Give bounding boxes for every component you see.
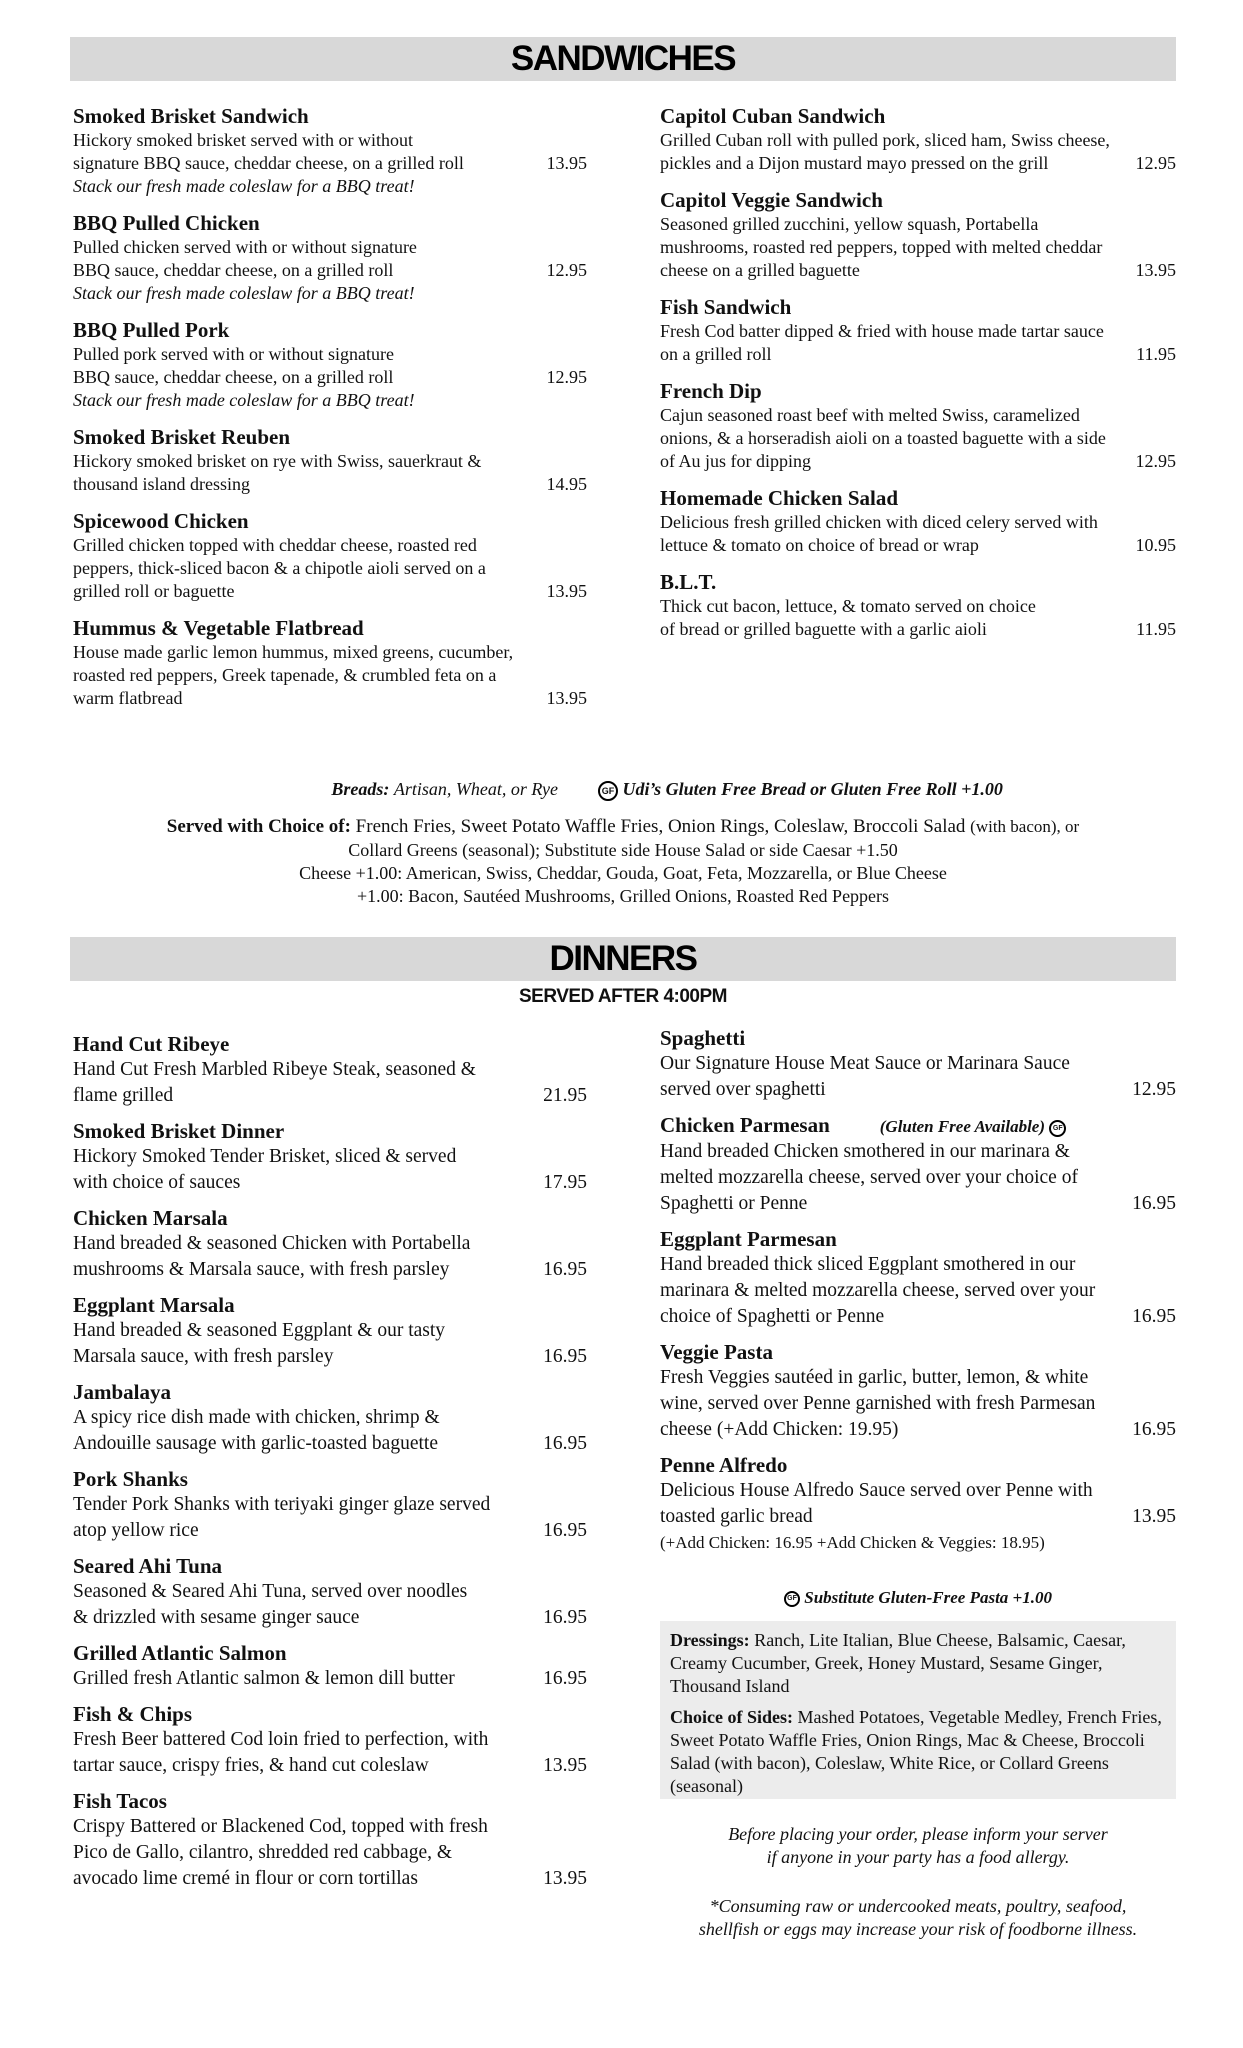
item-description bbox=[660, 1139, 1176, 1217]
item-description-line: Hand breaded thick sliced Eggplant smothered in our bbox=[660, 1254, 1076, 1275]
menu-item bbox=[73, 1702, 587, 1779]
item-price: 16.95 bbox=[543, 1259, 587, 1280]
cheese-addon-line: Cheese +1.00: American, Swiss, Cheddar, Gouda, Goat, Feta, Mozzarella, or Blue Cheese bbox=[299, 863, 947, 883]
item-description-line: Grilled fresh Atlantic salmon & lemon dill butter bbox=[73, 1668, 455, 1689]
item-description-line: signature BBQ sauce, cheddar cheese, on a grilled roll bbox=[73, 153, 464, 173]
item-price: 16.95 bbox=[543, 1433, 587, 1454]
item-price: 12.95 bbox=[546, 367, 587, 387]
item-add-on: (+Add Chicken: 16.95 +Add Chicken & Veggies: 18.95) bbox=[660, 1533, 1045, 1552]
menu-item bbox=[73, 509, 587, 603]
menu-item bbox=[73, 1293, 587, 1370]
item-name: Grilled Atlantic Salmon bbox=[73, 1641, 287, 1665]
item-price: 10.95 bbox=[1135, 535, 1176, 555]
item-description-line: cheese (+Add Chicken: 19.95) bbox=[660, 1419, 899, 1440]
sides-list bbox=[670, 1706, 1166, 1798]
item-description-line: toasted garlic bread bbox=[660, 1506, 813, 1527]
served-with-value: French Fries, Sweet Potato Waffle Fries, Onion Rings, Coleslaw, Broccoli Salad bbox=[355, 816, 966, 837]
item-description-line: served over spaghetti bbox=[660, 1079, 826, 1100]
allergy-notice bbox=[660, 1823, 1176, 1869]
menu-item bbox=[660, 1453, 1176, 1556]
item-description bbox=[73, 1057, 587, 1109]
item-name: Spicewood Chicken bbox=[73, 509, 249, 533]
item-name: Smoked Brisket Reuben bbox=[73, 425, 291, 449]
menu-item bbox=[660, 570, 1176, 641]
item-price: 12.95 bbox=[1135, 451, 1176, 471]
item-description-line: House made garlic lemon hummus, mixed greens, cucumber, bbox=[73, 642, 514, 662]
item-description bbox=[73, 534, 587, 603]
dressings-sides-box bbox=[660, 1621, 1176, 1799]
item-name: Chicken Marsala bbox=[73, 1206, 228, 1230]
item-description-line: roasted red peppers, Greek tapenade, & crumbled feta on a bbox=[73, 665, 497, 685]
item-description-line: Hickory Smoked Tender Brisket, sliced & served bbox=[73, 1146, 457, 1167]
item-description-line: Grilled Cuban roll with pulled pork, sliced ham, Swiss cheese, bbox=[660, 130, 1110, 150]
menu-item bbox=[660, 486, 1176, 557]
item-description-line: marinara & melted mozzarella cheese, served over your bbox=[660, 1280, 1096, 1301]
item-description bbox=[660, 1051, 1176, 1103]
menu-item bbox=[660, 188, 1176, 282]
item-price: 16.95 bbox=[1132, 1193, 1176, 1214]
served-with-line bbox=[70, 815, 1176, 838]
item-description-line: Delicious House Alfredo Sauce served over Penne with bbox=[660, 1480, 1093, 1501]
sides-label: Choice of Sides: bbox=[670, 1707, 793, 1727]
gf-bread-option: Udi’s Gluten Free Bread or Gluten Free Roll +1.00 bbox=[622, 779, 1003, 799]
sandwiches-left-column bbox=[73, 104, 587, 723]
served-with-label: Served with Choice of: bbox=[166, 816, 351, 837]
gluten-free-icon: GF bbox=[784, 1591, 800, 1607]
item-name: BBQ Pulled Pork bbox=[73, 318, 230, 342]
item-description bbox=[73, 1318, 587, 1370]
item-price: 13.95 bbox=[1132, 1506, 1176, 1527]
breads-line bbox=[70, 778, 1176, 801]
item-description-line: pickles and a Dijon mustard mayo pressed on the grill bbox=[660, 153, 1049, 173]
item-description-line: Fresh Veggies sautéed in garlic, butter, lemon, & white bbox=[660, 1367, 1089, 1388]
item-price: 16.95 bbox=[543, 1520, 587, 1541]
menu-item bbox=[73, 1032, 587, 1109]
gf-pasta-line bbox=[660, 1586, 1176, 1609]
item-price: 13.95 bbox=[1135, 260, 1176, 280]
breads-value: Artisan, Wheat, or Rye bbox=[393, 779, 558, 799]
item-description bbox=[73, 641, 587, 710]
gluten-free-available-tag: (Gluten Free Available) GF bbox=[880, 1114, 1067, 1139]
raw-warning-line-1: *Consuming raw or undercooked meats, poultry, seafood, bbox=[709, 1896, 1127, 1916]
item-name: Eggplant Marsala bbox=[73, 1293, 235, 1317]
menu-item bbox=[73, 1119, 587, 1196]
dinners-left-column bbox=[73, 1032, 587, 1902]
topping-addon-line: +1.00: Bacon, Sautéed Mushrooms, Grilled Onions, Roasted Red Peppers bbox=[356, 886, 890, 906]
item-note: Stack our fresh made coleslaw for a BBQ treat! bbox=[73, 390, 415, 410]
allergy-line-2: if anyone in your party has a food allergy. bbox=[766, 1847, 1070, 1867]
item-description-line: of bread or grilled baguette with a garlic aioli bbox=[660, 619, 987, 639]
item-price: 12.95 bbox=[546, 260, 587, 280]
item-description-line: Delicious fresh grilled chicken with diced celery served with bbox=[660, 512, 1098, 532]
item-description-line: Spaghetti or Penne bbox=[660, 1193, 808, 1214]
item-description-line: mushrooms, roasted red peppers, topped with melted cheddar bbox=[660, 237, 1103, 257]
item-description-line: A spicy rice dish made with chicken, shrimp & bbox=[73, 1407, 440, 1428]
item-description bbox=[73, 236, 587, 305]
menu-item bbox=[73, 318, 587, 412]
item-name: BBQ Pulled Chicken bbox=[73, 211, 260, 235]
item-description-line: Hickory smoked brisket on rye with Swiss, sauerkraut & bbox=[73, 451, 482, 471]
item-description-line: Fresh Cod batter dipped & fried with house made tartar sauce bbox=[660, 321, 1104, 341]
menu-item bbox=[660, 295, 1176, 366]
item-name: Fish & Chips bbox=[73, 1702, 193, 1726]
menu-item bbox=[660, 1340, 1176, 1443]
item-name: Eggplant Parmesan bbox=[660, 1227, 837, 1251]
item-price: 13.95 bbox=[543, 1868, 587, 1889]
item-description-line: Pico de Gallo, cilantro, shredded red cabbage, & bbox=[73, 1842, 453, 1863]
item-price: 17.95 bbox=[543, 1172, 587, 1193]
item-name: Capitol Veggie Sandwich bbox=[660, 188, 883, 212]
item-description-line: BBQ sauce, cheddar cheese, on a grilled roll bbox=[73, 367, 394, 387]
item-description-line: choice of Spaghetti or Penne bbox=[660, 1306, 885, 1327]
gluten-free-icon: GF bbox=[1049, 1120, 1066, 1137]
item-description bbox=[660, 595, 1176, 641]
item-name: Hummus & Vegetable Flatbread bbox=[73, 616, 364, 640]
item-name: B.L.T. bbox=[660, 570, 717, 594]
item-price: 12.95 bbox=[1132, 1079, 1176, 1100]
item-description-line: Hand breaded & seasoned Chicken with Portabella bbox=[73, 1233, 471, 1254]
item-description-line: grilled roll or baguette bbox=[73, 581, 235, 601]
menu-item bbox=[660, 104, 1176, 175]
item-name: Penne Alfredo bbox=[660, 1453, 788, 1477]
item-description bbox=[73, 1492, 587, 1544]
dressings-list bbox=[670, 1629, 1166, 1698]
item-name: Veggie Pasta bbox=[660, 1340, 773, 1364]
menu-item bbox=[73, 104, 587, 198]
sandwiches-heading: SANDWICHES bbox=[70, 37, 1176, 81]
item-description bbox=[660, 129, 1176, 175]
menu-item bbox=[660, 379, 1176, 473]
item-price: 16.95 bbox=[1132, 1306, 1176, 1327]
served-with-bacon: (with bacon), or bbox=[970, 817, 1080, 836]
item-description-line: Andouille sausage with garlic-toasted baguette bbox=[73, 1433, 438, 1454]
item-description bbox=[73, 1231, 587, 1283]
item-description-line: Our Signature House Meat Sauce or Marinara Sauce bbox=[660, 1053, 1070, 1074]
item-description-line: warm flatbread bbox=[73, 688, 183, 708]
item-description-line: Hand Cut Fresh Marbled Ribeye Steak, seasoned & bbox=[73, 1059, 476, 1080]
item-description bbox=[73, 1814, 587, 1892]
menu-item bbox=[73, 1554, 587, 1631]
raw-food-warning bbox=[660, 1895, 1176, 1941]
item-name: Hand Cut Ribeye bbox=[73, 1032, 230, 1056]
item-description-line: Fresh Beer battered Cod loin fried to perfection, with bbox=[73, 1729, 489, 1750]
item-description-line: thousand island dressing bbox=[73, 474, 250, 494]
menu-item bbox=[73, 211, 587, 305]
item-description-line: Crispy Battered or Blackened Cod, topped with fresh bbox=[73, 1816, 488, 1837]
item-description-line: peppers, thick-sliced bacon & a chipotle aioli served on a bbox=[73, 558, 486, 578]
item-price: 21.95 bbox=[543, 1085, 587, 1106]
item-description bbox=[660, 320, 1176, 366]
item-description-line: tartar sauce, crispy fries, & hand cut coleslaw bbox=[73, 1755, 429, 1776]
item-description bbox=[73, 450, 587, 496]
item-description-line: with choice of sauces bbox=[73, 1172, 241, 1193]
item-description bbox=[73, 1727, 587, 1779]
menu-item bbox=[73, 1641, 587, 1692]
item-description bbox=[73, 1666, 587, 1692]
raw-warning-line-2: shellfish or eggs may increase your risk of foodborne illness. bbox=[698, 1919, 1138, 1939]
item-name: Capitol Cuban Sandwich bbox=[660, 104, 886, 128]
menu-item bbox=[73, 1467, 587, 1544]
menu-item bbox=[660, 1026, 1176, 1103]
sandwiches-right-column bbox=[660, 104, 1176, 654]
item-description-line: Cajun seasoned roast beef with melted Swiss, caramelized bbox=[660, 405, 1080, 425]
item-description-line: Hand breaded Chicken smothered in our marinara & bbox=[660, 1141, 1070, 1162]
item-price: 13.95 bbox=[546, 153, 587, 173]
menu-item bbox=[73, 1206, 587, 1283]
item-description-line: mushrooms & Marsala sauce, with fresh parsley bbox=[73, 1259, 450, 1280]
sides-value: Mashed Potatoes, Vegetable Medley, French Fries, Sweet Potato Waffle Fries, Onion Rings, Mac & Cheese, Broccoli Salad (with bacon), Coleslaw, White Rice, or Collard Greens (seasonal) bbox=[670, 1707, 1162, 1796]
dinners-heading: DINNERS bbox=[70, 937, 1176, 981]
item-description bbox=[660, 404, 1176, 473]
item-description-line: of Au jus for dipping bbox=[660, 451, 811, 471]
item-description-line: melted mozzarella cheese, served over your choice of bbox=[660, 1167, 1078, 1188]
breads-label: Breads: bbox=[331, 779, 390, 799]
item-name: Spaghetti bbox=[660, 1026, 746, 1050]
item-description-line: Pulled chicken served with or without signature bbox=[73, 237, 417, 257]
item-description-line: Tender Pork Shanks with teriyaki ginger glaze served bbox=[73, 1494, 491, 1515]
dressings-label: Dressings: bbox=[670, 1630, 750, 1650]
item-name: Pork Shanks bbox=[73, 1467, 188, 1491]
item-description-line: Marsala sauce, with fresh parsley bbox=[73, 1346, 334, 1367]
item-description bbox=[73, 1579, 587, 1631]
item-price: 16.95 bbox=[1132, 1419, 1176, 1440]
gf-pasta-option: Substitute Gluten-Free Pasta +1.00 bbox=[804, 1588, 1052, 1607]
item-description-line: flame grilled bbox=[73, 1085, 174, 1106]
item-price: 13.95 bbox=[546, 688, 587, 708]
item-description bbox=[660, 511, 1176, 557]
item-description bbox=[73, 129, 587, 198]
item-description-line: avocado lime cremé in flour or corn tortillas bbox=[73, 1868, 418, 1889]
item-description-line: Thick cut bacon, lettuce, & tomato served on choice bbox=[660, 596, 1036, 616]
dinners-subheading: SERVED AFTER 4:00PM bbox=[519, 986, 727, 1007]
menu-item bbox=[660, 1227, 1176, 1330]
item-price: 16.95 bbox=[543, 1607, 587, 1628]
item-description-line: on a grilled roll bbox=[660, 344, 772, 364]
item-description-line: Seasoned grilled zucchini, yellow squash, Portabella bbox=[660, 214, 1039, 234]
menu-item bbox=[73, 425, 587, 496]
item-description-line: Pulled pork served with or without signature bbox=[73, 344, 394, 364]
item-description bbox=[73, 1405, 587, 1457]
item-description-line: Grilled chicken topped with cheddar cheese, roasted red bbox=[73, 535, 477, 555]
item-price: 13.95 bbox=[543, 1755, 587, 1776]
item-price: 13.95 bbox=[546, 581, 587, 601]
item-name: Smoked Brisket Sandwich bbox=[73, 104, 309, 128]
item-description bbox=[660, 213, 1176, 282]
item-description-line: cheese on a grilled baguette bbox=[660, 260, 860, 280]
item-description bbox=[73, 1144, 587, 1196]
gluten-free-icon: GF bbox=[598, 781, 618, 801]
item-description-line: Seasoned & Seared Ahi Tuna, served over noodles bbox=[73, 1581, 468, 1602]
item-description-line: Hand breaded & seasoned Eggplant & our tasty bbox=[73, 1320, 446, 1341]
item-price: 11.95 bbox=[1136, 619, 1176, 639]
item-description bbox=[660, 1365, 1176, 1443]
item-description bbox=[660, 1252, 1176, 1330]
item-name: Homemade Chicken Salad bbox=[660, 486, 899, 510]
item-description-line: & drizzled with sesame ginger sauce bbox=[73, 1607, 360, 1628]
item-price: 16.95 bbox=[543, 1346, 587, 1367]
item-description-line: Hickory smoked brisket served with or without bbox=[73, 130, 413, 150]
item-price: 16.95 bbox=[543, 1668, 587, 1689]
item-note: Stack our fresh made coleslaw for a BBQ treat! bbox=[73, 176, 415, 196]
served-with-line-2: Collard Greens (seasonal); Substitute side House Salad or side Caesar +1.50 bbox=[348, 840, 898, 860]
allergy-line-1: Before placing your order, please inform your server bbox=[728, 1824, 1108, 1844]
item-name: Jambalaya bbox=[73, 1380, 172, 1404]
menu-item bbox=[73, 1380, 587, 1457]
dressings-value: Ranch, Lite Italian, Blue Cheese, Balsamic, Caesar, Creamy Cucumber, Greek, Honey Mustard, Sesame Ginger, Thousand Island bbox=[670, 1630, 1126, 1696]
item-description bbox=[73, 343, 587, 412]
item-name: Chicken Parmesan (Gluten Free Available) GF bbox=[660, 1113, 1176, 1139]
item-description bbox=[660, 1478, 1176, 1556]
menu-item bbox=[73, 1789, 587, 1892]
dinners-right-column bbox=[660, 1026, 1176, 1566]
item-description-line: onions, & a horseradish aioli on a toasted baguette with a side bbox=[660, 428, 1106, 448]
item-name: Smoked Brisket Dinner bbox=[73, 1119, 285, 1143]
menu-item bbox=[660, 1113, 1176, 1217]
item-name: French Dip bbox=[660, 379, 762, 403]
menu-item bbox=[73, 616, 587, 710]
item-note: Stack our fresh made coleslaw for a BBQ treat! bbox=[73, 283, 415, 303]
item-name: Fish Sandwich bbox=[660, 295, 792, 319]
item-price: 12.95 bbox=[1135, 153, 1176, 173]
item-name: Seared Ahi Tuna bbox=[73, 1554, 223, 1578]
item-description-line: BBQ sauce, cheddar cheese, on a grilled roll bbox=[73, 260, 394, 280]
item-name: Fish Tacos bbox=[73, 1789, 167, 1813]
item-description-line: lettuce & tomato on choice of bread or wrap bbox=[660, 535, 979, 555]
item-description-line: atop yellow rice bbox=[73, 1520, 199, 1541]
item-price: 11.95 bbox=[1136, 344, 1176, 364]
item-description-line: wine, served over Penne garnished with fresh Parmesan bbox=[660, 1393, 1096, 1414]
item-price: 14.95 bbox=[546, 474, 587, 494]
